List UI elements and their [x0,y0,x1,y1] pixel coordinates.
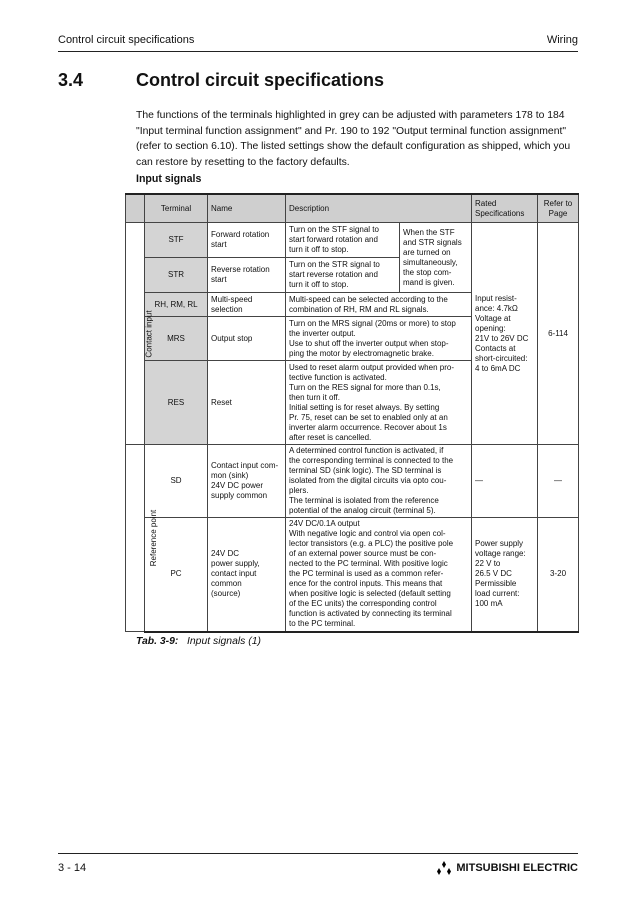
description-cell: A determined control function is activated, if the corresponding terminal is connected to the terminal SD (sink logic). The SD terminal is isolated from the digital circuits via opto cou- plers. The terminal is isolated from the reference potential of the analog circuit (terminal 5). [286,445,472,518]
rated-cell: Input resist- ance: 4.7kΩ Voltage at opening: 21V to 26V DC Contacts at short-circuited: 4 to 6mA DC [472,223,538,445]
description-cell: Used to reset alarm output provided when pro- tective function is activated. Turn on the RES signal for more than 0.1s, then turn it off. Initial setting is for reset always. By setting Pr. 75, reset can be set to enabled only at an inverter alarm occurrence. Recover about 1s after reset is cancelled. [286,361,472,445]
brand-logo [436,861,578,875]
refer-cell: — [538,445,579,518]
group-contact-input [126,223,154,445]
name-cell: Reverse rotation start [208,258,286,293]
caption-text: Input signals (1) [187,636,261,647]
refer-cell: 3-20 [538,518,579,632]
group-reference-point [126,445,159,632]
section-number: 3.4 [58,70,84,90]
terminal-cell: SD [145,445,208,518]
table-caption [136,636,261,647]
brand-name: MITSUBISHI ELECTRIC [456,862,578,874]
description-cell: Turn on the STF signal to start forward rotation and turn it off to stop. [286,223,400,258]
running-header-right: Wiring [546,34,578,46]
description-cell: Turn on the MRS signal (20ms or more) to stop the inverter output. Use to shut off the inverter output when stop- ping the motor by electromagnetic brake. [286,317,472,361]
header-rule [58,51,578,52]
name-cell: Forward rotation start [208,223,286,258]
rated-cell: — [472,445,538,518]
name-cell: Contact input com- mon (sink) 24V DC power supply common [208,445,286,518]
section-title: Control circuit specifications [136,70,385,90]
group-label: Contact input [144,309,154,358]
terminal-cell: MRS [145,317,208,361]
header-terminal: Terminal [145,194,208,223]
name-cell: Reset [208,361,286,445]
name-cell: 24V DC power supply, contact input common (source) [208,518,286,632]
table-row [126,518,579,632]
name-cell: Output stop [208,317,286,361]
description-cell: Multi-speed can be selected according to the combination of RH, RM and RL signals. [286,293,472,317]
refer-cell: 6-114 [538,223,579,445]
table-header-row [126,194,579,223]
table-row [126,445,579,518]
header-name: Name [208,194,286,223]
name-cell: Multi-speed selection [208,293,286,317]
terminal-cell: RES [145,361,208,445]
group-label: Reference point [149,509,159,567]
header-description: Description [286,194,472,223]
stf-str-note-cell: When the STF and STR signals are turned on simultaneously, the stop com- mand is given. [400,223,472,293]
terminal-cell: STR [145,258,208,293]
terminal-cell: PC [145,518,208,632]
input-signals-heading: Input signals [136,173,202,185]
intro-paragraph: The functions of the terminals highlighted in grey can be adjusted with parameters 178 to 184 "Input terminal function assignment" and Pr. 190 to 192 "Output terminal function assignment" (refer to section 6.10). The listed settings show the default configuration as shipped, which you can restore by resetting to the factory defaults. [136,110,571,168]
description-cell: 24V DC/0.1A output With negative logic and control via open col- lector transistors (e.g. a PLC) the positive pole of an external power source must be con- nected to the PC terminal. With positive logic the PC terminal is used as a common refer- ence for the control inputs. This means that when positive logic is selected (default setting of the EC units) the corresponding control function is activated by connecting its terminal to the PC terminal. [286,518,472,632]
description-cell: Turn on the STR signal to start reverse rotation and turn it off to stop. [286,258,400,293]
table-row [126,223,579,258]
mitsubishi-diamonds-icon [436,861,452,875]
terminal-cell: RH, RM, RL [145,293,208,317]
running-header-left: Control circuit specifications [58,34,195,46]
page-number: 3 - 14 [58,862,87,874]
rated-cell: Power supply voltage range: 22 V to 26.5 V DC Permissible load current: 100 mA [472,518,538,632]
input-signals-table [125,193,579,633]
footer-rule [58,853,578,854]
terminal-cell: STF [145,223,208,258]
header-rated: Rated Specifications [472,194,538,223]
caption-label: Tab. 3-9: [136,636,179,647]
header-refer: Refer to Page [538,194,579,223]
